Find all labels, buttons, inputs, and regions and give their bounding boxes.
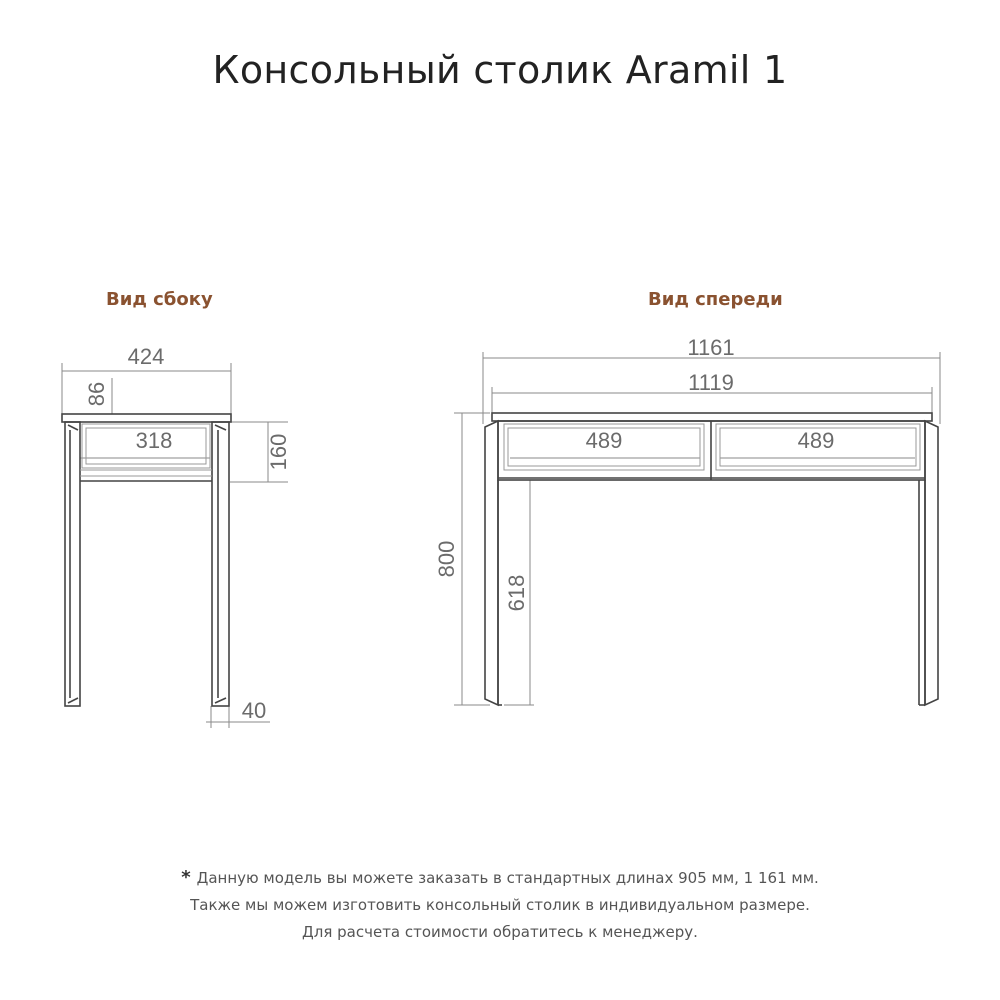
front-drawer-boxes xyxy=(504,424,920,470)
dim-front-drawer-right: 489 xyxy=(797,428,835,453)
dim-side-drawer-depth: 318 xyxy=(135,428,173,453)
front-view xyxy=(454,352,940,705)
front-dimension-lines xyxy=(454,352,940,705)
front-outline xyxy=(485,413,938,705)
dim-front-drawer-left: 489 xyxy=(585,428,623,453)
page-title: Консольный столик Aramil 1 xyxy=(212,48,788,92)
dim-front-inner-width: 1119 xyxy=(688,370,734,395)
front-view-label: Вид спереди xyxy=(648,289,783,310)
side-dimension-lines xyxy=(62,363,288,728)
side-view-label: Вид сбоку xyxy=(106,289,213,310)
note-line-1 xyxy=(0,867,1000,888)
dim-front-clearance: 618 xyxy=(504,574,529,612)
note-star: * xyxy=(181,867,191,888)
dim-side-drawer-height: 160 xyxy=(266,433,291,471)
dim-front-height: 800 xyxy=(434,540,459,578)
note-line-3: Для расчета стоимости обратитесь к менеджеру. xyxy=(302,923,698,941)
dim-side-top-height: 86 xyxy=(84,381,109,407)
side-view xyxy=(62,363,288,728)
dim-front-overall-width: 1161 xyxy=(687,335,735,360)
note-line-2: Также мы можем изготовить консольный столик в индивидуальном размере. xyxy=(190,896,810,914)
note-text-1: Данную модель вы можете заказать в стандартных длинах 905 мм, 1 161 мм. xyxy=(196,869,819,887)
dim-side-leg-width: 40 xyxy=(241,698,267,723)
dim-side-depth: 424 xyxy=(127,344,165,369)
